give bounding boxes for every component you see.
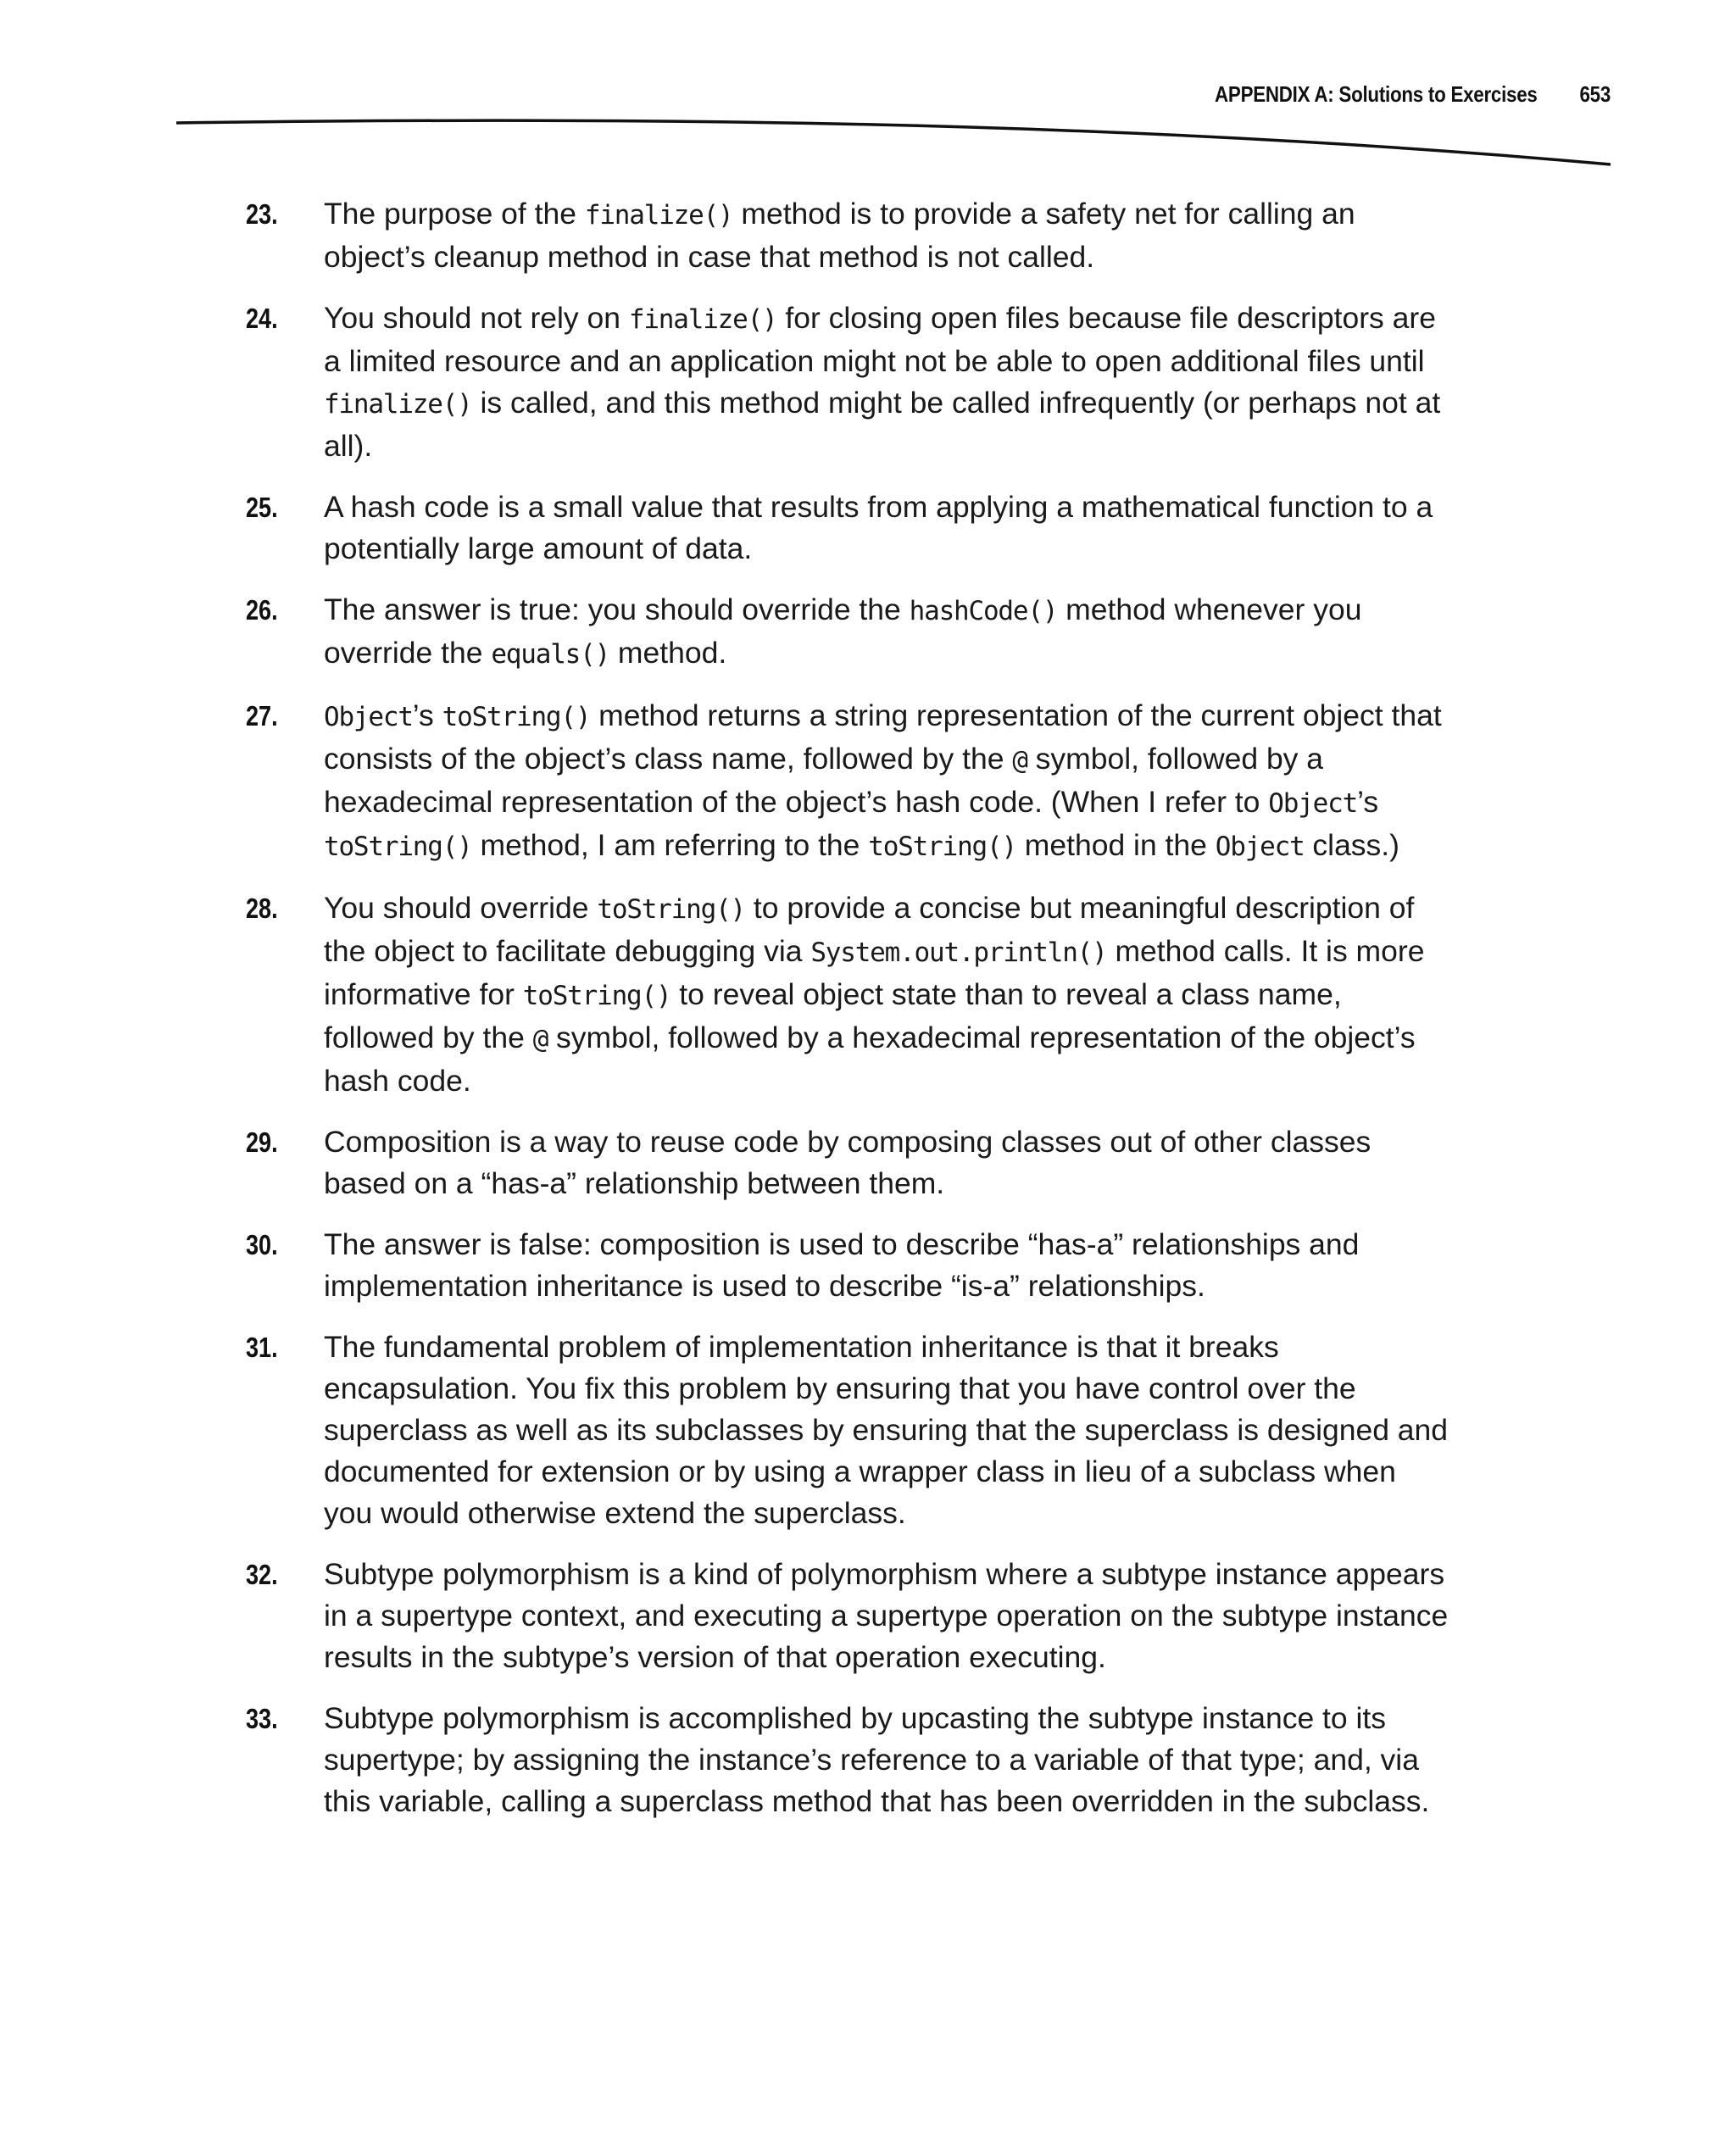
item-number: 30.: [246, 1229, 278, 1260]
code-span: System.out.println(): [810, 937, 1107, 968]
text-span: method in the: [1015, 828, 1216, 862]
list-item: [246, 695, 1449, 868]
code-span: toString(): [868, 832, 1016, 862]
text-span: for closing open files because file descriptors are a limited resource and an application might not be able to open additional files until: [324, 301, 1436, 378]
text-span: The answer is true: you should override the: [324, 592, 910, 626]
list-item: [246, 1327, 1449, 1534]
item-number: 24.: [246, 303, 278, 334]
list-item: [246, 1121, 1449, 1204]
text-span: to reveal object state than to reveal a class name, followed by the: [324, 977, 1342, 1054]
item-text: [324, 695, 1449, 868]
item-number: 28.: [246, 893, 278, 924]
item-number: 25.: [246, 492, 278, 523]
code-span: toString(): [597, 894, 746, 925]
header-rule: [0, 0, 1736, 186]
list-item: [246, 1224, 1449, 1307]
item-text: [324, 193, 1449, 278]
text-span: A hash code is a small value that results from applying a mathematical function to a potentially large amount of data.: [324, 490, 1433, 565]
exercise-list: [246, 193, 1449, 1842]
code-span: @: [532, 1024, 548, 1054]
code-span: toString(): [522, 981, 671, 1011]
page-number: 653: [1579, 81, 1611, 107]
code-span: Object: [1268, 788, 1358, 819]
code-span: @: [1012, 745, 1027, 776]
code-span: toString(): [324, 832, 472, 862]
text-span: Composition is a way to reuse code by composing classes out of other classes based on a “has-a” relationship between them.: [324, 1125, 1372, 1200]
item-number: 31.: [246, 1332, 278, 1363]
text-span: The purpose of the: [324, 197, 585, 231]
list-item: [246, 1698, 1449, 1822]
code-span: finalize(): [324, 389, 472, 420]
text-span: Subtype polymorphism is a kind of polymorphism where a subtype instance appears in a supertype context, and executing a supertype operation on the subtype instance results in the subtype’s version of that operation executing.: [324, 1557, 1449, 1674]
code-span: hashCode(): [909, 596, 1058, 626]
item-number: 27.: [246, 700, 278, 731]
code-span: equals(): [491, 639, 610, 670]
code-span: Object: [324, 702, 413, 732]
list-item: [246, 887, 1449, 1102]
item-text: [324, 589, 1449, 676]
list-item: [246, 298, 1449, 467]
text-span: method whenever you override the: [324, 592, 1362, 670]
text-span: method is to provide a safety net for calling an object’s cleanup method in case that method is not called.: [324, 197, 1355, 274]
text-span: Subtype polymorphism is accomplished by upcasting the subtype instance to its supertype; by assigning the instance’s reference to a variable of that type; and, via this variable, calling a superclass method that has been overridden in the subclass.: [324, 1701, 1430, 1818]
item-number: 32.: [246, 1559, 278, 1590]
item-number: 33.: [246, 1703, 278, 1734]
text-span: ’s: [1357, 785, 1379, 819]
item-text: [324, 1554, 1449, 1678]
code-span: Object: [1215, 832, 1305, 862]
text-span: The answer is false: composition is used to describe “has-a” relationships and implementation inheritance is used to describe “is-a” relationships.: [324, 1227, 1360, 1303]
text-span: The fundamental problem of implementation inheritance is that it breaks encapsulation. You fix this problem by ensuring that you have control over the superclass as well as its subclasses by ensuring that the superclass is designed and documented for extension or by using a wrapper class in lieu of a subclass when you would otherwise extend the superclass.: [324, 1330, 1449, 1530]
code-span: finalize(): [584, 200, 733, 231]
item-text: [324, 1121, 1449, 1204]
text-span: ’s: [412, 698, 442, 732]
list-item: [246, 193, 1449, 278]
list-item: [246, 1554, 1449, 1678]
text-span: method.: [609, 636, 727, 670]
text-span: method, I am referring to the: [471, 828, 869, 862]
chapter-title: APPENDIX A: Solutions to Exercises: [1215, 81, 1538, 107]
code-span: finalize(): [628, 304, 777, 335]
text-span: You should override: [324, 891, 598, 925]
item-text: [324, 1327, 1449, 1534]
item-number: 29.: [246, 1126, 278, 1158]
item-text: [324, 487, 1449, 570]
code-span: toString(): [442, 702, 591, 732]
text-span: method returns a string representation of the current object that consists of the object’s class name, followed by the: [324, 698, 1442, 776]
list-item: [246, 487, 1449, 570]
item-text: [324, 298, 1449, 467]
text-span: symbol, followed by a hexadecimal representation of the object’s hash code. (When I refer to: [324, 742, 1324, 819]
item-number: 23.: [246, 198, 278, 230]
item-text: [324, 1698, 1449, 1822]
text-span: method calls. It is more informative for: [324, 934, 1425, 1011]
text-span: to provide a concise but meaningful description of the object to facilitate debugging via: [324, 891, 1415, 968]
text-span: symbol, followed by a hexadecimal representation of the object’s hash code.: [324, 1021, 1416, 1098]
text-span: class.): [1304, 828, 1399, 862]
item-text: [324, 887, 1449, 1102]
text-span: You should not rely on: [324, 301, 629, 335]
text-span: is called, and this method might be called infrequently (or perhaps not at all).: [324, 386, 1441, 463]
list-item: [246, 589, 1449, 676]
item-number: 26.: [246, 594, 278, 626]
item-text: [324, 1224, 1449, 1307]
